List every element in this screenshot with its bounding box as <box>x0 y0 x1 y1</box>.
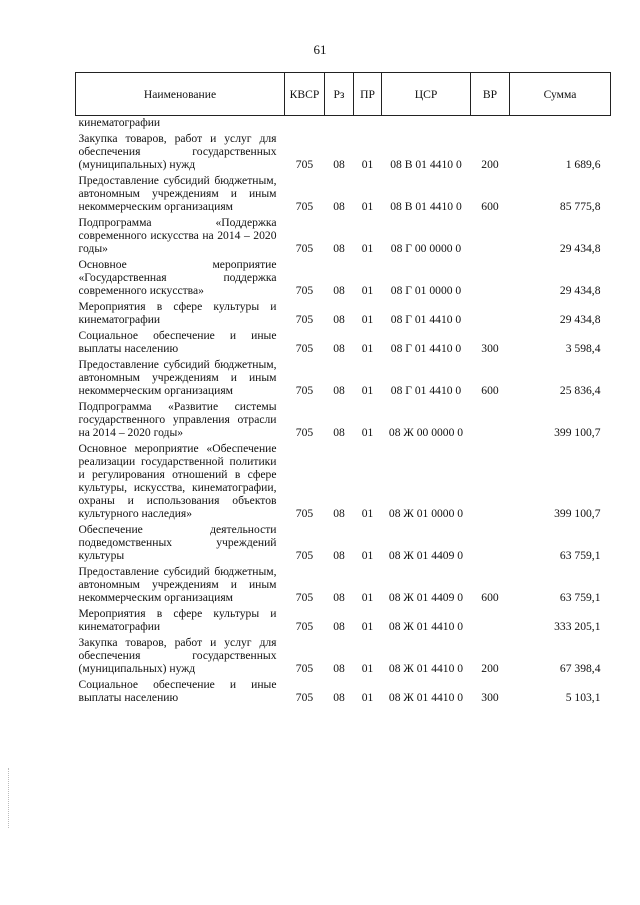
cell-name: Мероприятия в сфере культуры и кинематографии <box>78 607 277 633</box>
cell-pr: 01 <box>361 313 374 326</box>
table-row <box>76 132 611 174</box>
cell-name: Подпрограмма «Поддержка современного искусства на 2014 – 2020 годы» <box>78 216 277 255</box>
cell-rz: 08 <box>333 662 345 675</box>
cell-csr: 08 Г 00 0000 0 <box>390 242 462 255</box>
cell-vr <box>471 607 510 636</box>
cell-pr: 01 <box>361 662 374 675</box>
page-number: 61 <box>313 42 327 57</box>
cell-vr <box>471 442 510 523</box>
cell-vr: 300 <box>481 691 499 704</box>
cell-pr: 01 <box>361 507 374 520</box>
table-row <box>76 565 611 607</box>
header-kvsr: КВСР <box>285 73 325 116</box>
header-sum: Сумма <box>510 73 611 116</box>
cell-name: Закупка товаров, работ и услуг для обеспечения государственных (муниципальных) нужд <box>78 636 277 675</box>
table-row <box>76 116 611 133</box>
header-csr: ЦСР <box>382 73 471 116</box>
cell-sum: 63 759,1 <box>559 549 601 562</box>
cell-name: Предоставление субсидий бюджетным, автономным учреждениям и иным некоммерческим организациям <box>78 174 277 213</box>
cell-vr: 600 <box>481 591 499 604</box>
cell-csr: 08 Ж 01 0000 0 <box>388 507 464 520</box>
cell-vr: 600 <box>481 384 499 397</box>
cell-csr: 08 В 01 4410 0 <box>390 200 462 213</box>
cell-sum: 25 836,4 <box>559 384 601 397</box>
table-row <box>76 258 611 300</box>
cell-kvsr: 705 <box>295 691 314 704</box>
cell-kvsr: 705 <box>295 507 314 520</box>
cell-name: Обеспечение деятельности подведомственных учреждений культуры <box>78 523 277 562</box>
cell-pr <box>354 116 382 133</box>
cell-vr <box>471 400 510 442</box>
cell-kvsr: 705 <box>295 158 314 171</box>
cell-name: Социальное обеспечение и иные выплаты населению <box>78 329 277 355</box>
cell-name: Социальное обеспечение и иные выплаты населению <box>78 678 277 704</box>
cell-rz: 08 <box>333 591 345 604</box>
table-row <box>76 442 611 523</box>
cell-csr: 08 Ж 01 4410 0 <box>388 691 464 704</box>
cell-sum: 333 205,1 <box>554 620 601 633</box>
table-row <box>76 636 611 678</box>
scan-artifact-line <box>8 768 10 828</box>
cell-kvsr: 705 <box>295 662 314 675</box>
cell-sum: 29 434,8 <box>559 284 601 297</box>
cell-sum: 85 775,8 <box>559 200 601 213</box>
table-row <box>76 216 611 258</box>
cell-pr: 01 <box>361 284 374 297</box>
table-row <box>76 400 611 442</box>
cell-name: Подпрограмма «Развитие системы государственного управления отрасли на 2014 – 2020 годы» <box>78 400 277 439</box>
header-vr: ВР <box>471 73 510 116</box>
table-row <box>76 329 611 358</box>
cell-vr: 600 <box>481 200 499 213</box>
cell-name: Предоставление субсидий бюджетным, автономным учреждениям и иным некоммерческим организациям <box>78 358 277 397</box>
cell-vr <box>471 258 510 300</box>
cell-pr: 01 <box>361 426 374 439</box>
cell-rz: 08 <box>333 158 345 171</box>
cell-vr: 300 <box>481 342 499 355</box>
cell-csr: 08 Г 01 0000 0 <box>390 284 462 297</box>
cell-rz: 08 <box>333 691 345 704</box>
cell-pr: 01 <box>361 620 374 633</box>
cell-name: Мероприятия в сфере культуры и кинематографии <box>78 300 277 326</box>
cell-csr: 08 Г 01 4410 0 <box>390 342 462 355</box>
cell-vr <box>471 300 510 329</box>
cell-name: Основное мероприятие «Обеспечение реализации государственной политики и регулирования отношений в сфере культуры, искусства, кинематографии, охраны и использования объектов культурного наследия» <box>78 442 277 520</box>
cell-rz: 08 <box>333 507 345 520</box>
cell-rz: 08 <box>333 242 345 255</box>
cell-sum: 29 434,8 <box>559 242 601 255</box>
cell-csr: 08 Г 01 4410 0 <box>390 384 462 397</box>
cell-pr: 01 <box>361 591 374 604</box>
table-row <box>76 523 611 565</box>
cell-vr <box>471 523 510 565</box>
cell-sum: 399 100,7 <box>554 507 601 520</box>
cell-name: Закупка товаров, работ и услуг для обеспечения государственных (муниципальных) нужд <box>78 132 277 171</box>
cell-kvsr: 705 <box>295 342 314 355</box>
cell-sum: 5 103,1 <box>565 691 601 704</box>
cell-pr: 01 <box>361 384 374 397</box>
table-row <box>76 358 611 400</box>
header-pr: ПР <box>354 73 382 116</box>
cell-name: Предоставление субсидий бюджетным, автономным учреждениям и иным некоммерческим организациям <box>78 565 277 604</box>
cell-csr <box>382 116 471 133</box>
table-row <box>76 174 611 216</box>
cell-sum: 1 689,6 <box>565 158 601 171</box>
cell-csr: 08 Ж 00 0000 0 <box>388 426 464 439</box>
table-row <box>76 300 611 329</box>
cell-sum: 67 398,4 <box>559 662 601 675</box>
cell-csr: 08 Ж 01 4410 0 <box>388 662 464 675</box>
cell-kvsr: 705 <box>295 549 314 562</box>
cell-sum: 399 100,7 <box>554 426 601 439</box>
budget-table <box>75 72 611 707</box>
cell-kvsr: 705 <box>295 200 314 213</box>
cell-rz: 08 <box>333 313 345 326</box>
table-row <box>76 607 611 636</box>
cell-sum: 3 598,4 <box>565 342 601 355</box>
cell-rz <box>325 116 354 133</box>
cell-csr: 08 Г 01 4410 0 <box>390 313 462 326</box>
cell-rz: 08 <box>333 620 345 633</box>
cell-kvsr: 705 <box>295 384 314 397</box>
cell-kvsr <box>285 116 325 133</box>
cell-csr: 08 Ж 01 4409 0 <box>388 549 464 562</box>
cell-sum: 63 759,1 <box>559 591 601 604</box>
cell-pr: 01 <box>361 158 374 171</box>
cell-pr: 01 <box>361 242 374 255</box>
cell-pr: 01 <box>361 342 374 355</box>
header-rz: Рз <box>325 73 354 116</box>
cell-rz: 08 <box>333 384 345 397</box>
cell-kvsr: 705 <box>295 620 314 633</box>
cell-vr: 200 <box>481 662 499 675</box>
cell-kvsr: 705 <box>295 242 314 255</box>
cell-kvsr: 705 <box>295 313 314 326</box>
cell-name: Основное мероприятие «Государственная поддержка современного искусства» <box>78 258 277 297</box>
cell-sum <box>510 116 611 133</box>
cell-rz: 08 <box>333 549 345 562</box>
cell-name: кинематографии <box>78 116 161 129</box>
cell-vr: 200 <box>481 158 499 171</box>
cell-csr: 08 Ж 01 4410 0 <box>388 620 464 633</box>
table-header-row <box>76 73 611 116</box>
cell-rz: 08 <box>333 342 345 355</box>
cell-sum: 29 434,8 <box>559 313 601 326</box>
cell-kvsr: 705 <box>295 591 314 604</box>
cell-pr: 01 <box>361 691 374 704</box>
cell-rz: 08 <box>333 426 345 439</box>
cell-csr: 08 В 01 4410 0 <box>390 158 462 171</box>
cell-kvsr: 705 <box>295 284 314 297</box>
cell-pr: 01 <box>361 200 374 213</box>
header-name: Наименование <box>76 73 285 116</box>
cell-csr: 08 Ж 01 4409 0 <box>388 591 464 604</box>
cell-vr <box>471 216 510 258</box>
cell-kvsr: 705 <box>295 426 314 439</box>
cell-rz: 08 <box>333 200 345 213</box>
cell-pr: 01 <box>361 549 374 562</box>
table-row <box>76 678 611 707</box>
cell-rz: 08 <box>333 284 345 297</box>
table-body <box>76 116 611 708</box>
cell-vr <box>471 116 510 133</box>
